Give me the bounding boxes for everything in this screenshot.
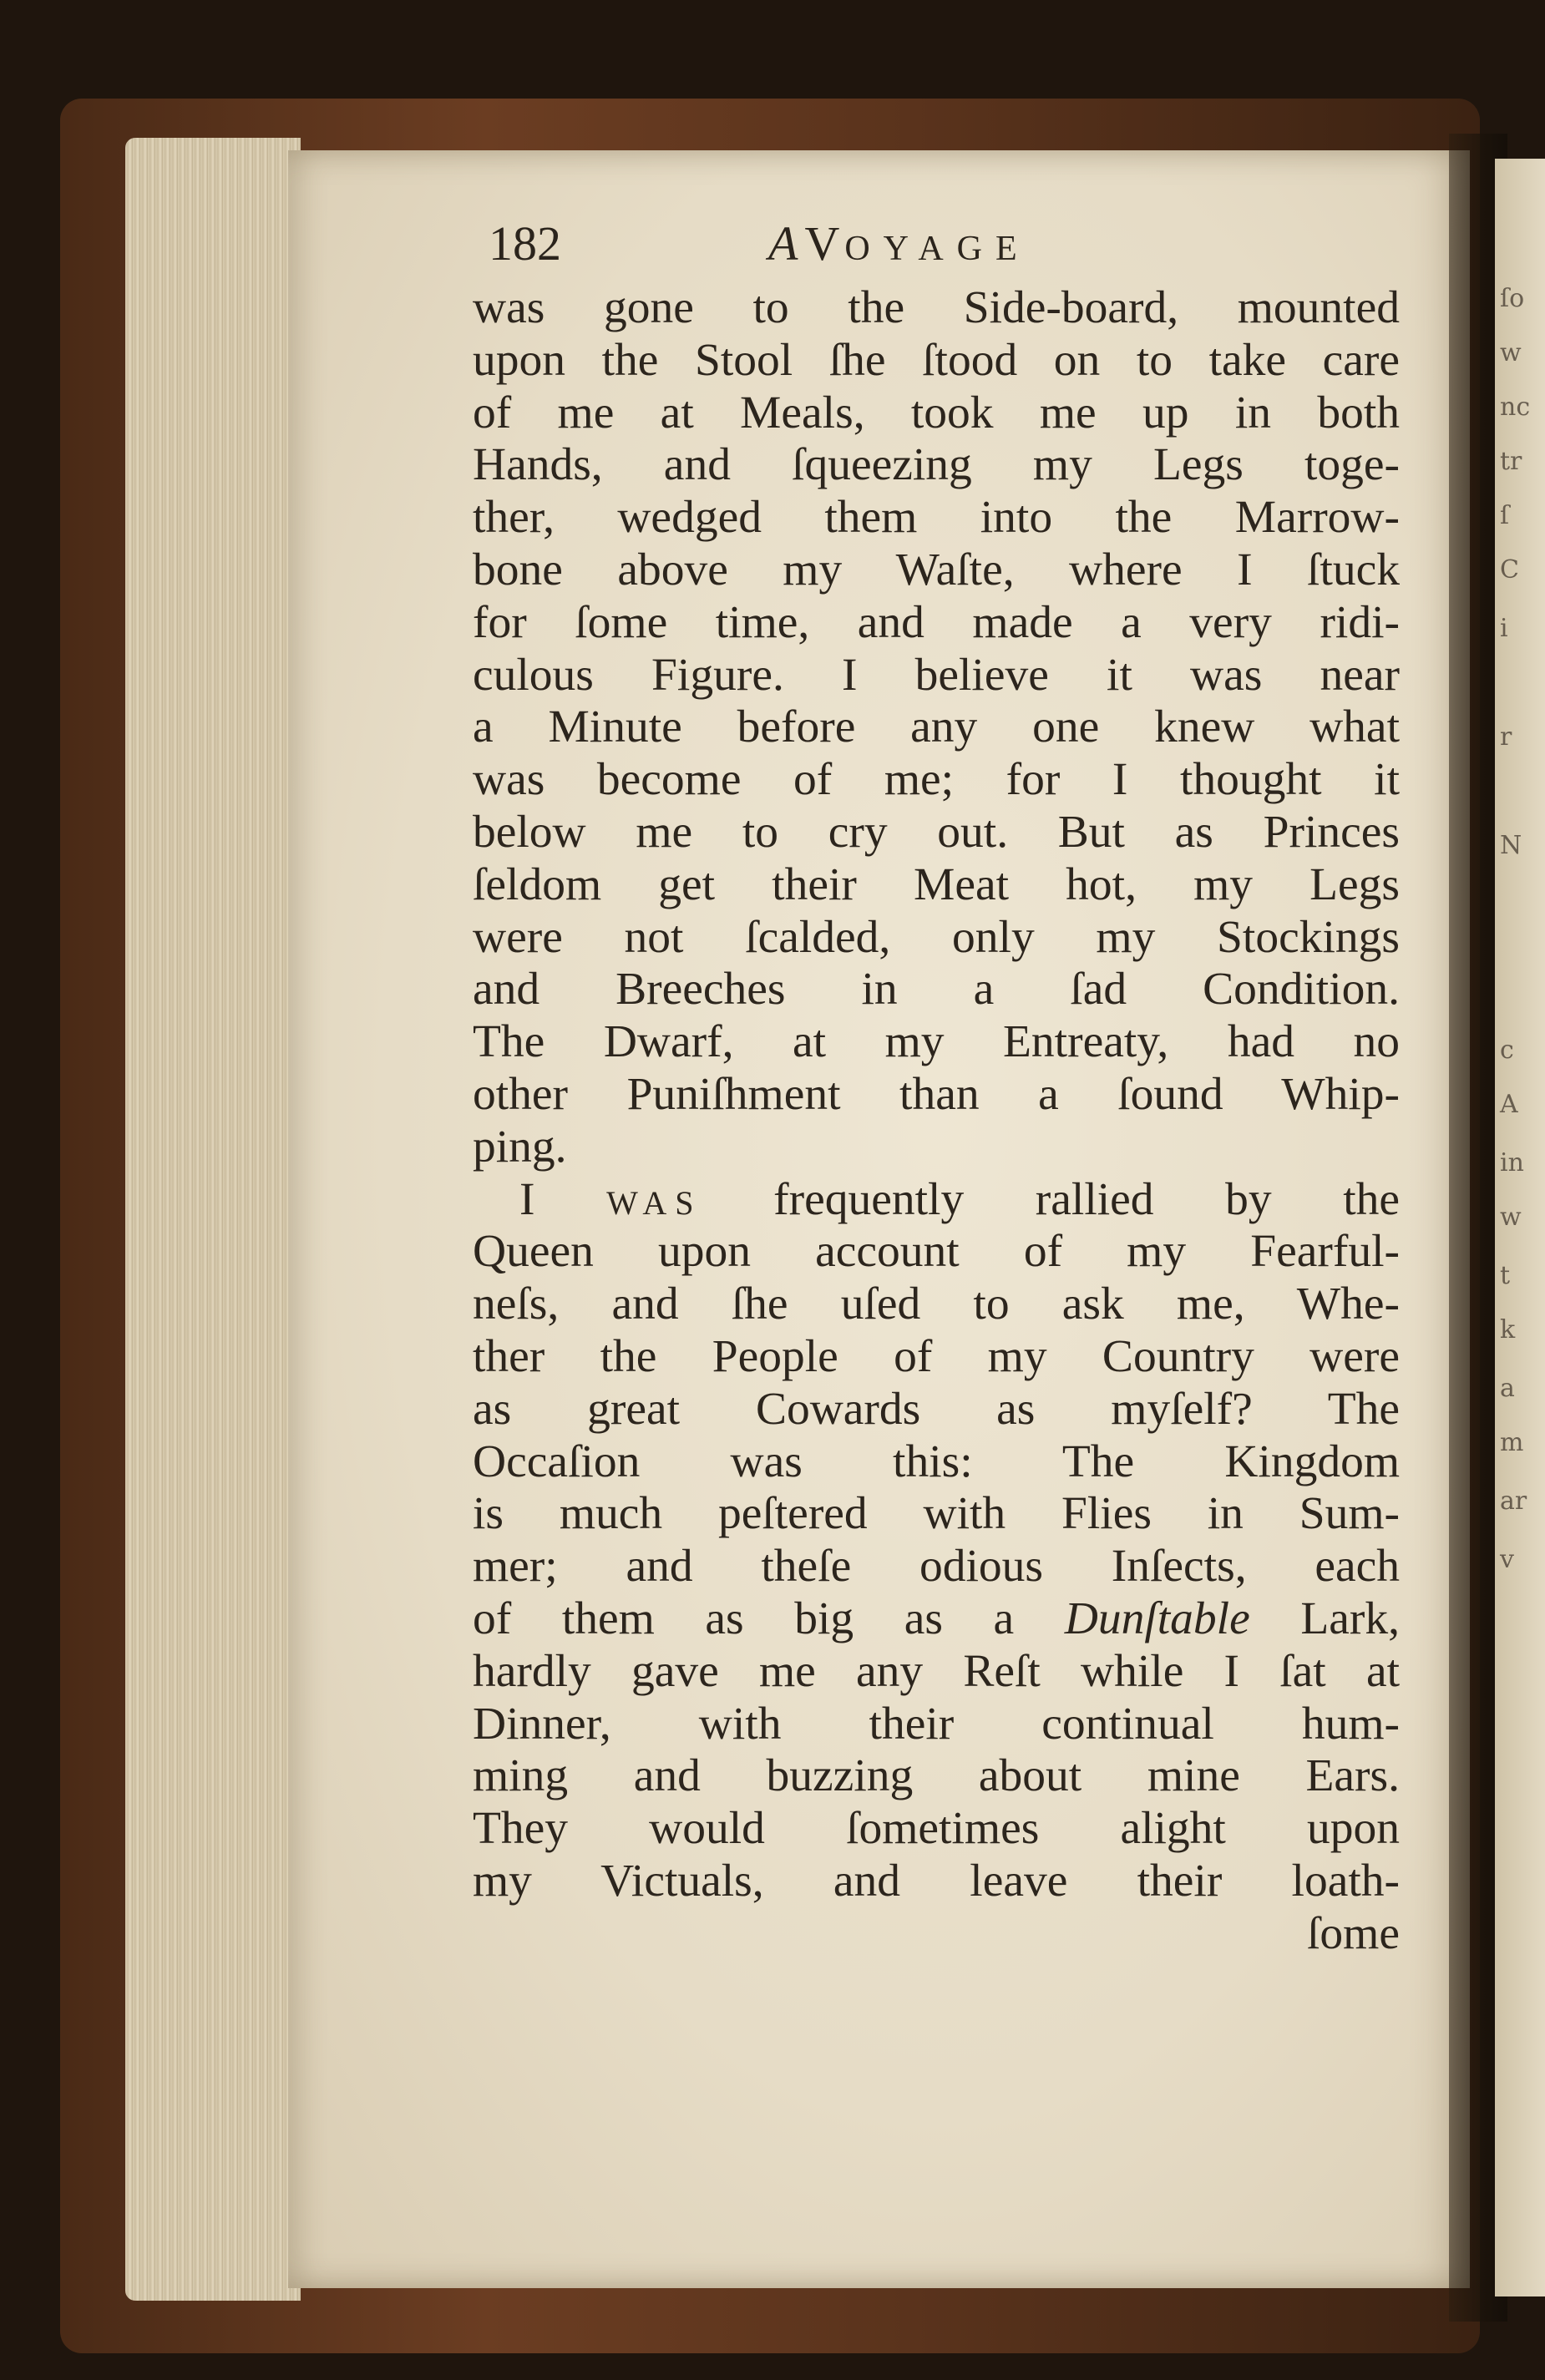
text-line: upon the Stool ſhe ſtood on to take care — [473, 334, 1400, 386]
facing-fragment: tr — [1500, 447, 1522, 476]
text-line: Hands, and ſqueezing my Legs toge- — [473, 439, 1400, 491]
facing-fragment: C — [1500, 555, 1519, 585]
text-line: ming and buzzing about mine Ears. — [473, 1750, 1400, 1802]
text-line: a Minute before any one knew what — [473, 701, 1400, 753]
body-text — [473, 282, 1400, 1961]
text-line: other Puniſhment than a ſound Whip- — [473, 1068, 1400, 1120]
text-line: hardly gave me any Reſt while I ſat at — [473, 1645, 1400, 1697]
opening-rest: frequently rallied by the — [773, 1173, 1401, 1225]
text-line: ther, wedged them into the Marrow- — [473, 492, 1400, 544]
facing-fragment: m — [1500, 1428, 1524, 1457]
facing-fragment: t — [1500, 1261, 1511, 1290]
facing-fragment: ſ — [1500, 501, 1510, 530]
italic-placename: Dunſtable — [1064, 1593, 1250, 1644]
text-line: my Victuals, and leave their loath- — [473, 1855, 1400, 1907]
facing-fragment: nc — [1500, 392, 1531, 422]
small-caps-word: WAS — [606, 1183, 702, 1222]
facing-fragment: in — [1500, 1148, 1524, 1177]
running-head-v: V — [804, 216, 845, 271]
text-line: ping. — [473, 1121, 567, 1172]
facing-fragment: a — [1500, 1374, 1515, 1403]
text-line: neſs, and ſhe uſed to ask me, Whe- — [473, 1279, 1400, 1330]
running-head — [768, 215, 1031, 271]
facing-fragment: k — [1500, 1315, 1516, 1344]
running-head-rest: OYAGE — [844, 230, 1031, 268]
text-line: for ſome time, and made a very ridi- — [473, 596, 1400, 648]
catchword: ſome — [1307, 1907, 1400, 1959]
text-line: culous Figure. I believe it was near — [473, 649, 1400, 701]
text-line: Occaſion was this: The Kingdom — [473, 1436, 1400, 1487]
facing-page — [1495, 159, 1545, 2296]
text-line: of me at Meals, took me up in both — [473, 387, 1400, 438]
running-head-a: A — [768, 216, 805, 271]
facing-fragment: r — [1500, 722, 1512, 752]
page-edges — [125, 138, 301, 2301]
facing-fragment: ſo — [1500, 284, 1525, 313]
text-line: ther the People of my Country were — [473, 1330, 1400, 1382]
text-line: Dinner, with their continual hum- — [473, 1698, 1400, 1750]
facing-fragment: i — [1500, 614, 1508, 643]
text-line: was gone to the Side-board, mounted — [473, 282, 1400, 333]
facing-fragment: v — [1500, 1545, 1514, 1574]
facing-fragment: N — [1500, 831, 1522, 860]
opening-letter: I — [519, 1173, 535, 1225]
facing-fragment: A — [1500, 1090, 1518, 1119]
text-line: The Dwarf, at my Entreaty, had no — [473, 1016, 1400, 1068]
line-after: Lark, — [1300, 1593, 1400, 1644]
text-line: and Breeches in a ſad Condition. — [473, 964, 1400, 1015]
text-line: ſeldom get their Meat hot, my Legs — [473, 858, 1400, 910]
text-line: bone above my Waſte, where I ſtuck — [473, 544, 1400, 595]
text-line: below me to cry out. But as Princes — [473, 806, 1400, 858]
facing-fragment: c — [1500, 1036, 1514, 1065]
text-line: was become of me; for I thought it — [473, 754, 1400, 806]
facing-fragment: w — [1500, 338, 1522, 367]
page-number: 182 — [489, 216, 561, 271]
text-line: mer; and theſe odious Inſects, each — [473, 1541, 1400, 1593]
line-before: of them as big as a — [473, 1593, 1015, 1644]
paragraph-opening-line — [473, 1174, 1400, 1227]
text-line: is much peſtered with Flies in Sum- — [473, 1488, 1400, 1540]
text-line: Queen upon account of my Fearful- — [473, 1226, 1400, 1278]
page-header — [489, 215, 1424, 274]
text-line-dunstable — [473, 1593, 1400, 1646]
facing-fragment: ar — [1500, 1486, 1527, 1516]
text-line: were not ſcalded, only my Stockings — [473, 911, 1400, 963]
text-line: as great Cowards as myſelf? The — [473, 1383, 1400, 1435]
text-line: They would ſometimes alight upon — [473, 1803, 1400, 1855]
facing-fragment: w — [1500, 1203, 1522, 1232]
